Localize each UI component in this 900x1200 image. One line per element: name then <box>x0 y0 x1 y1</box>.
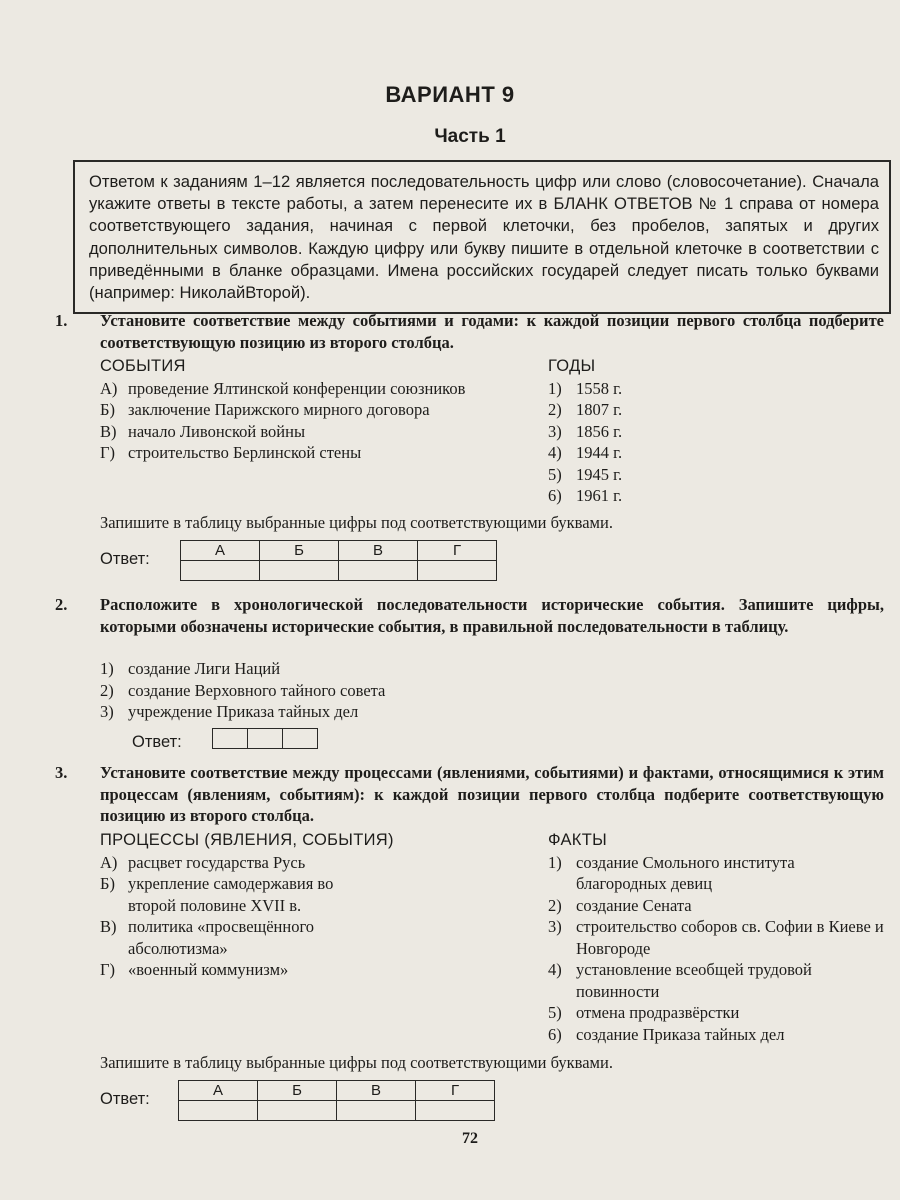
page-number: 72 <box>462 1130 478 1147</box>
answer-label: Ответ: <box>132 733 182 751</box>
answer-label: Ответ: <box>100 1090 150 1108</box>
answer-cell[interactable] <box>337 1101 416 1121</box>
q3-table-note: Запишите в таблицу выбранные цифры под соответствующими буквами. <box>100 1053 613 1072</box>
list-item: Г) «военный коммунизм» <box>100 960 289 979</box>
list-item: 2) создание Верховного тайного совета <box>100 680 386 700</box>
variant-title: ВАРИАНТ 9 <box>385 82 515 107</box>
letter-cell: Б <box>258 1081 337 1101</box>
list-item: 1) 1558 г. <box>548 378 623 398</box>
answer-cell[interactable] <box>339 561 418 581</box>
list-item: 6) 1961 г. <box>548 486 623 505</box>
letter-cell: Г <box>418 541 497 561</box>
list-item: 2) 1807 г. <box>548 400 623 419</box>
list-item: 1) создание Лиги Наций <box>100 659 281 678</box>
question-number: 1. <box>55 311 68 330</box>
answer-cell[interactable] <box>248 729 283 749</box>
list-item: 4) установление всеобщей трудовой повинности <box>548 960 812 1001</box>
question-text: Расположите в хронологической последовательности исторические события. Запишите цифры, которыми обозначены исторические события, в правильной последовательности в таблицу. <box>100 595 884 636</box>
answer-cell[interactable] <box>213 729 248 749</box>
q3-facts-column <box>548 830 884 1045</box>
list-item: 3) учреждение Приказа тайных дел <box>100 702 359 721</box>
answer-cell[interactable] <box>179 1101 258 1121</box>
answer-cell[interactable] <box>258 1101 337 1121</box>
q1-answer-table <box>180 540 497 581</box>
list-item: 1) создание Смольного института благородных девиц <box>548 852 795 893</box>
question-number: 3. <box>55 763 68 782</box>
list-item: В) политика «просвещённого абсолютизма» <box>100 917 315 958</box>
instruction-box: Ответом к заданиям 1–12 является последовательность цифр или слово (словосочетание). Сначала укажите ответы в тексте работы, а затем перенесите их в БЛАНК ОТВЕТОВ № 1 справа от номера соответствующего задания, начиная с первой клеточки, без пробелов, запятых и других дополнительных символов. Каждую цифру или букву пишите в отдельной клеточке в соответствии с приведёнными в бланке образцами. Имена российских государей следует писать только буквами (например: НиколайВторой). <box>73 160 891 314</box>
answer-cell[interactable] <box>416 1101 495 1121</box>
list-item: 6) создание Приказа тайных дел <box>548 1024 785 1044</box>
q1-years-column <box>548 356 748 507</box>
letter-cell: А <box>181 541 260 561</box>
column-header: ГОДЫ <box>548 357 596 375</box>
list-item: 5) 1945 г. <box>548 464 623 484</box>
letter-cell: В <box>337 1081 416 1101</box>
question-text: Установите соответствие между событиями и годами: к каждой позиции первого столбца подберите соответствующую позицию из второго столбца. <box>100 311 884 352</box>
part-title: Часть 1 <box>434 126 506 147</box>
list-item: Б) укрепление самодержавия во второй половине XVII в. <box>100 874 334 915</box>
list-item: 2) создание Сената <box>548 895 692 915</box>
list-item: 3) строительство соборов св. Софии в Киеве и Новгороде <box>548 917 884 958</box>
list-item: А) проведение Ялтинской конференции союзников <box>100 378 466 398</box>
question-number: 2. <box>55 595 68 614</box>
answer-label: Ответ: <box>100 550 150 568</box>
column-header: ПРОЦЕССЫ (ЯВЛЕНИЯ, СОБЫТИЯ) <box>100 831 394 849</box>
answer-cell[interactable] <box>181 561 260 581</box>
list-item: А) расцвет государства Русь <box>100 852 306 872</box>
q3-processes-column <box>100 830 400 981</box>
letter-cell: Б <box>260 541 339 561</box>
list-item: 3) 1856 г. <box>548 421 623 441</box>
q1-table-note: Запишите в таблицу выбранные цифры под соответствующими буквами. <box>100 513 613 532</box>
q2-answer-table <box>212 728 318 749</box>
list-item: 4) 1944 г. <box>548 443 623 462</box>
letter-cell: Г <box>416 1081 495 1101</box>
answer-cell[interactable] <box>260 561 339 581</box>
list-item: В) начало Ливонской войны <box>100 421 306 441</box>
list-item: Б) заключение Парижского мирного договора <box>100 400 430 419</box>
column-header: ФАКТЫ <box>548 831 607 849</box>
list-item: Г) строительство Берлинской стены <box>100 443 362 462</box>
list-item: 5) отмена продразвёрстки <box>548 1003 740 1022</box>
letter-cell: В <box>339 541 418 561</box>
question-text: Установите соответствие между процессами (явлениями, событиями) и фактами, относящимися к этим процессам (явлениям, событиям): к каждой позиции первого столбца подберите соответствующую позицию из второго столбца. <box>100 763 884 825</box>
answer-cell[interactable] <box>283 729 318 749</box>
letter-cell: А <box>179 1081 258 1101</box>
q3-answer-table <box>178 1080 495 1121</box>
column-header: СОБЫТИЯ <box>100 357 186 375</box>
q2-items <box>100 658 600 723</box>
answer-cell[interactable] <box>418 561 497 581</box>
q1-events-column <box>100 356 520 464</box>
